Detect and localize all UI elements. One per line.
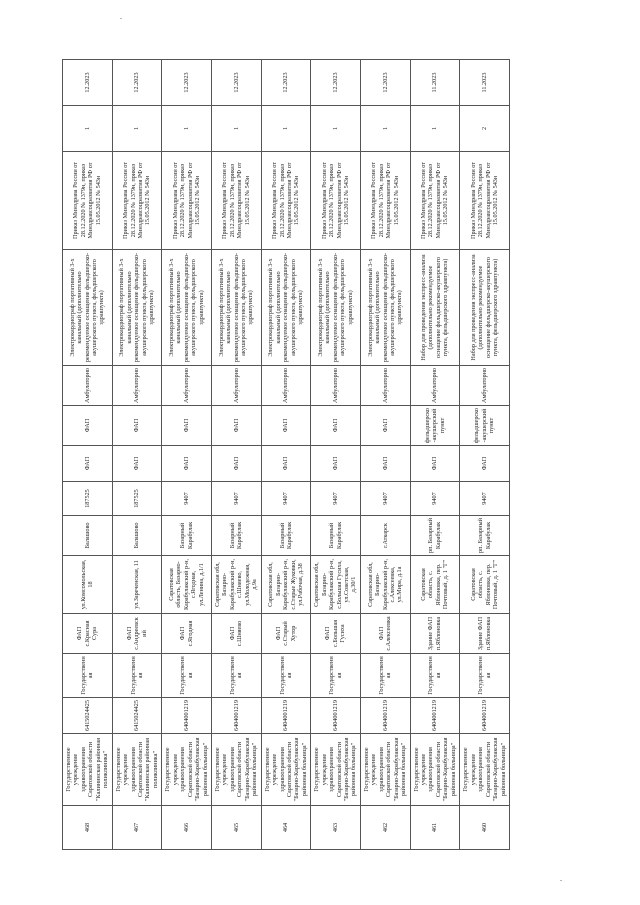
cell-inn: 6404001219 (261, 698, 311, 734)
cell-name: ФАП с.Большая Гусиха (311, 614, 361, 654)
cell-address: Саратовская обл, Базарно-Карабулакский р-н, с.Шняево, ул.Молодежная, д.9а (211, 556, 261, 614)
cell-care: Амбулаторно (112, 366, 162, 406)
cell-address: ул.Зареченская, 11 (112, 556, 162, 614)
cell-num: 466 (162, 806, 212, 850)
cell-kind: ФАП (211, 406, 261, 446)
cell-ownership: Государственная (410, 654, 460, 698)
equipment-table (62, 59, 510, 850)
cell-address: Саратовская обл, Базарно-Карабулакский р-н, с.Старые Жуковки, ул.Рабочая, д.38 (261, 556, 311, 614)
cell-qty: 1 (211, 106, 261, 152)
cell-locality: рп. Базарный Карабулак (460, 516, 510, 556)
cell-ownership: Государственная (311, 654, 361, 698)
cell-kind: ФАП (63, 406, 113, 446)
cell-num: 462 (360, 806, 410, 850)
table-sheet (62, 60, 510, 850)
table-row (162, 60, 212, 850)
cell-num: 468 (63, 806, 113, 850)
cell-date: 11.2023 (410, 60, 460, 106)
cell-locality: Базарный Карабулак (162, 516, 212, 556)
cell-locality: Балашово (63, 516, 113, 556)
table-row (112, 60, 162, 850)
cell-kind: ФАП (112, 406, 162, 446)
cell-qty: 1 (311, 106, 361, 152)
cell-order: Приказ Минздрава России от 28.12.2020 № 1379н, приказ Минздравсоцразвития РФ от 15.05.2012 № 543н (311, 152, 361, 250)
scan-speck (560, 880, 562, 881)
cell-num: 465 (211, 806, 261, 850)
cell-ownership: Государственная (63, 654, 113, 698)
cell-address: ул.Комсомольская, 18 (63, 556, 113, 614)
cell-okato: 187525 (63, 482, 113, 516)
cell-org: Государственное учреждение здравоохранения Саратовской области "Базарно-Карабулакская районная больница" (261, 734, 311, 806)
cell-ownership: Государственная (162, 654, 212, 698)
cell-name: ФАП с.Красная Сура (63, 614, 113, 654)
cell-type: ФАП (311, 446, 361, 482)
cell-address: Саратовская обл, Базарно-Карабулакский р-н, с.Алексеевка, ул.Мира, д.1а (360, 556, 410, 614)
cell-type: ФАП (211, 446, 261, 482)
table-row (410, 60, 460, 850)
table-row (261, 60, 311, 850)
cell-date: 12.2023 (211, 60, 261, 106)
table-row (63, 60, 113, 850)
rotated-table-wrapper (62, 60, 510, 850)
cell-ownership: Государственная (211, 654, 261, 698)
cell-name: ФАП с.Ягодная (162, 614, 212, 654)
cell-profile: Электрокардиограф портативный 3-х канальный (дополнительно рекомендуемое оснащение фельдшерско-акушерского пункта, фельдшерского здравпункта) (360, 250, 410, 366)
table-row (360, 60, 410, 850)
cell-num: 464 (261, 806, 311, 850)
cell-date: 12.2023 (162, 60, 212, 106)
cell-okato: 9407 (211, 482, 261, 516)
cell-order: Приказ Минздрава России от 28.12.2020 № 1379н, приказ Минздравсоцразвития РФ от 15.05.2012 № 543н (162, 152, 212, 250)
cell-qty: 1 (261, 106, 311, 152)
cell-address: Саратовская область, с. Яблоновка, пер. Почтовый, д. 1 "Г" (410, 556, 460, 614)
cell-care: Амбулаторно (360, 366, 410, 406)
cell-okato: 9407 (162, 482, 212, 516)
cell-name: ФАП с.Андреевский (112, 614, 162, 654)
cell-name: ФАП с.Шняево (211, 614, 261, 654)
cell-num: 461 (410, 806, 460, 850)
cell-date: 12.2023 (360, 60, 410, 106)
cell-inn: 6415024425 (63, 698, 113, 734)
cell-okato: 9407 (311, 482, 361, 516)
cell-order: Приказ Минздрава России от 28.12.2020 № 1379н, приказ Минздравсоцразвития РФ от 15.05.2012 № 543н (410, 152, 460, 250)
cell-okato: 9407 (261, 482, 311, 516)
cell-date: 11.2023 (460, 60, 510, 106)
cell-inn: 6404001219 (162, 698, 212, 734)
scan-speck (120, 18, 122, 19)
cell-locality: Базарный Карабулак (311, 516, 361, 556)
cell-okato: 9407 (410, 482, 460, 516)
cell-okato: 9407 (460, 482, 510, 516)
cell-address: Саратовская область, с. Яблоновка, пер. Почтовый, д. 1 "Г" (460, 556, 510, 614)
cell-name: ФАП с.Алексеевка (360, 614, 410, 654)
cell-locality: г.Аткарск (360, 516, 410, 556)
cell-inn: 6404001219 (460, 698, 510, 734)
cell-locality: Базарный Карабулак (261, 516, 311, 556)
cell-org: Государственное учреждение здравоохранения Саратовской области "Базарно-Карабулакская районная больница" (211, 734, 261, 806)
table-row (211, 60, 261, 850)
cell-care: Амбулаторно (63, 366, 113, 406)
cell-care: Амбулаторно (410, 366, 460, 406)
cell-order: Приказ Минздрава России от 28.12.2020 № 1379н, приказ Минздравсоцразвития РФ от 15.05.2012 № 543н (112, 152, 162, 250)
cell-care: Амбулаторно (311, 366, 361, 406)
cell-address: Саратовская область, Базарно-Карабулакский р-н, с.Ягодная, ул.Ленина, д.1/1 (162, 556, 212, 614)
cell-ownership: Государственная (112, 654, 162, 698)
cell-org: Государственное учреждение здравоохранения Саратовской области "Базарно-Карабулакская районная больница" (410, 734, 460, 806)
cell-profile: Электрокардиограф портативный 3-х канальный (дополнительно рекомендуемое оснащение фельдшерско-акушерского пункта, фельдшерского здравпункта) (261, 250, 311, 366)
cell-date: 12.2023 (112, 60, 162, 106)
cell-qty: 2 (460, 106, 510, 152)
cell-org: Государственное учреждение здравоохранения Саратовской области "Базарно-Карабулакская районная больница" (460, 734, 510, 806)
cell-kind: ФАП (360, 406, 410, 446)
cell-profile: Электрокардиограф портативный 3-х канальный (дополнительно рекомендуемое оснащение фельдшерско-акушерского пункта, фельдшерского здравпункта) (311, 250, 361, 366)
cell-type: ФАП (162, 446, 212, 482)
cell-locality: Базарный Карабулак (211, 516, 261, 556)
cell-type: ФАП (410, 446, 460, 482)
cell-kind: фельдшерско-акушерский пункт (410, 406, 460, 446)
cell-profile: Электрокардиограф портативный 3-х канальный (дополнительно рекомендуемое оснащение фельдшерско-акушерского пункта, фельдшерского здравпункта) (162, 250, 212, 366)
cell-locality: Балашово (112, 516, 162, 556)
table-row (311, 60, 361, 850)
cell-okato: 9407 (360, 482, 410, 516)
cell-order: Приказ Минздрава России от 28.12.2020 № 1379н, приказ Минздравсоцразвития РФ от 15.05.2012 № 543н (211, 152, 261, 250)
cell-profile: Набор для проведения экспресс-анализа (дополнительно рекомендуемое оснащение фельдшерско-акушерского пункта, фельдшерского здравпункта) (460, 250, 510, 366)
cell-type: ФАП (261, 446, 311, 482)
cell-care: Амбулаторно (261, 366, 311, 406)
cell-org: Государственное учреждение здравоохранения Саратовской области "Базарно-Карабулакская районная больница" (162, 734, 212, 806)
cell-ownership: Государственная (460, 654, 510, 698)
cell-org: Государственное учреждение здравоохранения Саратовской области "Калининская районная поликлиника" (63, 734, 113, 806)
cell-type: ФАП (360, 446, 410, 482)
cell-num: 467 (112, 806, 162, 850)
cell-type: ФАП (460, 446, 510, 482)
cell-inn: 6404001219 (211, 698, 261, 734)
cell-qty: 1 (410, 106, 460, 152)
cell-order: Приказ Минздрава России от 28.12.2020 № 1379н, приказ Минздравсоцразвития РФ от 15.05.2012 № 543н (360, 152, 410, 250)
cell-type: ФАП (63, 446, 113, 482)
cell-date: 12.2023 (311, 60, 361, 106)
cell-kind: ФАП (261, 406, 311, 446)
cell-name: ФАП с.Старый Хутор (261, 614, 311, 654)
cell-profile: Электрокардиограф портативный 3-х канальный (дополнительно рекомендуемое оснащение фельдшерско-акушерского пункта, фельдшерского здравпункта) (112, 250, 162, 366)
cell-order: Приказ Минздрава России от 28.12.2020 № 1379н, приказ Минздравсоцразвития РФ от 15.05.2012 № 543н (261, 152, 311, 250)
cell-kind: фельдшерско-акушерский пункт (460, 406, 510, 446)
cell-name: Здание ФАП п.Яблоновка (410, 614, 460, 654)
cell-num: 460 (460, 806, 510, 850)
cell-date: 12.2023 (261, 60, 311, 106)
cell-order: Приказ Минздрава России от 28.12.2020 № 1379н, приказ Минздравсоцразвития РФ от 15.05.2012 № 543н (460, 152, 510, 250)
cell-inn: 6404001219 (360, 698, 410, 734)
cell-address: Саратовская обл, Базарно-Карабулакский р-н, с.Большая Гусиха, ул.Советская, д.30/1 (311, 556, 361, 614)
table-row (460, 60, 510, 850)
cell-type: ФАП (112, 446, 162, 482)
cell-num: 463 (311, 806, 361, 850)
cell-inn: 6404001219 (311, 698, 361, 734)
cell-org: Государственное учреждение здравоохранения Саратовской области "Базарно-Карабулакская районная больница" (311, 734, 361, 806)
cell-care: Амбулаторно (162, 366, 212, 406)
cell-date: 12.2023 (63, 60, 113, 106)
cell-kind: ФАП (162, 406, 212, 446)
cell-kind: ФАП (311, 406, 361, 446)
cell-inn: 6415024425 (112, 698, 162, 734)
cell-locality: рп. Базарный Карабулак (410, 516, 460, 556)
cell-qty: 1 (360, 106, 410, 152)
cell-profile: Набор для проведения экспресс-анализа (дополнительно рекомендуемое оснащение фельдшерско-акушерского пункта, фельдшерского здравпункта) (410, 250, 460, 366)
cell-qty: 1 (63, 106, 113, 152)
cell-profile: Электрокардиограф портативный 3-х канальный (дополнительно рекомендуемое оснащение фельдшерско-акушерского пункта, фельдшерского здравпункта) (211, 250, 261, 366)
cell-okato: 187525 (112, 482, 162, 516)
cell-qty: 1 (162, 106, 212, 152)
cell-order: Приказ Минздрава России от 28.12.2020 № 1379н, приказ Минздравсоцразвития РФ от 15.05.2012 № 543н (63, 152, 113, 250)
cell-care: Амбулаторно (460, 366, 510, 406)
cell-care: Амбулаторно (211, 366, 261, 406)
cell-profile: Электрокардиограф портативный 3-х канальный (дополнительно рекомендуемое оснащение фельдшерско-акушерского пункта, фельдшерского здравпункта) (63, 250, 113, 366)
cell-name: Здание ФАП п.Яблоновка (460, 614, 510, 654)
cell-ownership: Государственная (360, 654, 410, 698)
cell-ownership: Государственная (261, 654, 311, 698)
cell-org: Государственное учреждение здравоохранения Саратовской области "Калининская районная поликлиника" (112, 734, 162, 806)
cell-qty: 1 (112, 106, 162, 152)
cell-inn: 6404001219 (410, 698, 460, 734)
cell-org: Государственное учреждение здравоохранения Саратовской области "Базарно-Карабулакская районная больница" (360, 734, 410, 806)
